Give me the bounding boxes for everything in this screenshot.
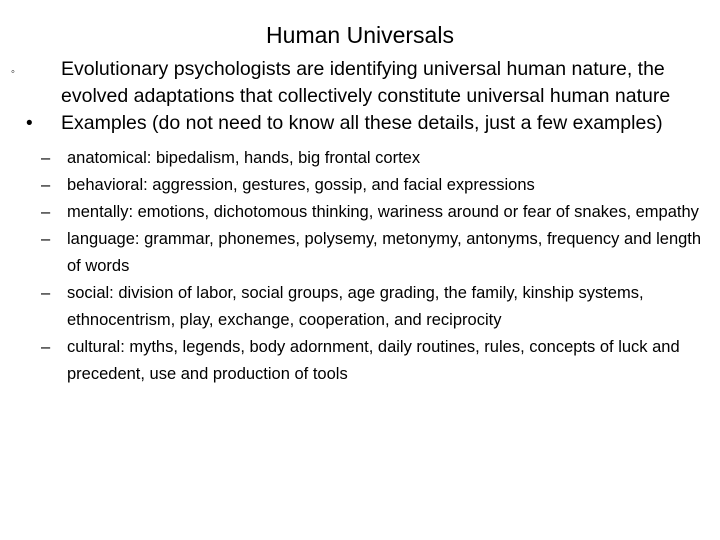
example-text: language: grammar, phonemes, polysemy, metonymy, antonyms, frequency and length of words: [67, 230, 702, 275]
example-text: social: division of labor, social groups, age grading, the family, kinship systems, ethnocentrism, play, exchange, cooperation, and reciprocity: [67, 284, 644, 329]
example-text: behavioral: aggression, gestures, gossip, and facial expressions: [67, 176, 535, 194]
dash-bullet-icon: –: [41, 149, 51, 167]
example-text: cultural: myths, legends, body adornment, daily routines, rules, concepts of luck and precedent, use and production of tools: [67, 338, 680, 383]
example-text: anatomical: bipedalism, hands, big frontal cortex: [67, 149, 421, 167]
example-item-mentally: [8, 199, 708, 226]
dash-bullet-icon: –: [41, 176, 51, 194]
dash-bullet-icon: –: [41, 284, 51, 302]
dash-bullet-icon: –: [41, 203, 51, 221]
example-item-language: [8, 226, 708, 280]
bullet-point-text: Examples (do not need to know all these details, just a few examples): [61, 112, 663, 134]
example-item-cultural: [8, 334, 708, 388]
example-item-behavioral: [8, 172, 708, 199]
slide-title: Human Universals: [266, 22, 454, 48]
bullet-point-2: [8, 110, 708, 137]
dash-bullet-icon: –: [41, 230, 51, 248]
dash-bullet-icon: –: [41, 338, 51, 356]
slide-body: [8, 56, 708, 388]
bullet-point-1: [8, 56, 708, 110]
bullet-dot-icon: •: [26, 113, 33, 134]
example-text: mentally: emotions, dichotomous thinking, wariness around or fear of snakes, empathy: [67, 203, 699, 221]
examples-list: [8, 145, 708, 388]
bullet-point-text: Evolutionary psychologists are identifying universal human nature, the evolved adaptations that collectively constitute universal human nature: [61, 58, 671, 107]
hollow-bullet-icon: ◦: [11, 66, 15, 78]
example-item-social: [8, 280, 708, 334]
example-item-anatomical: [8, 145, 708, 172]
